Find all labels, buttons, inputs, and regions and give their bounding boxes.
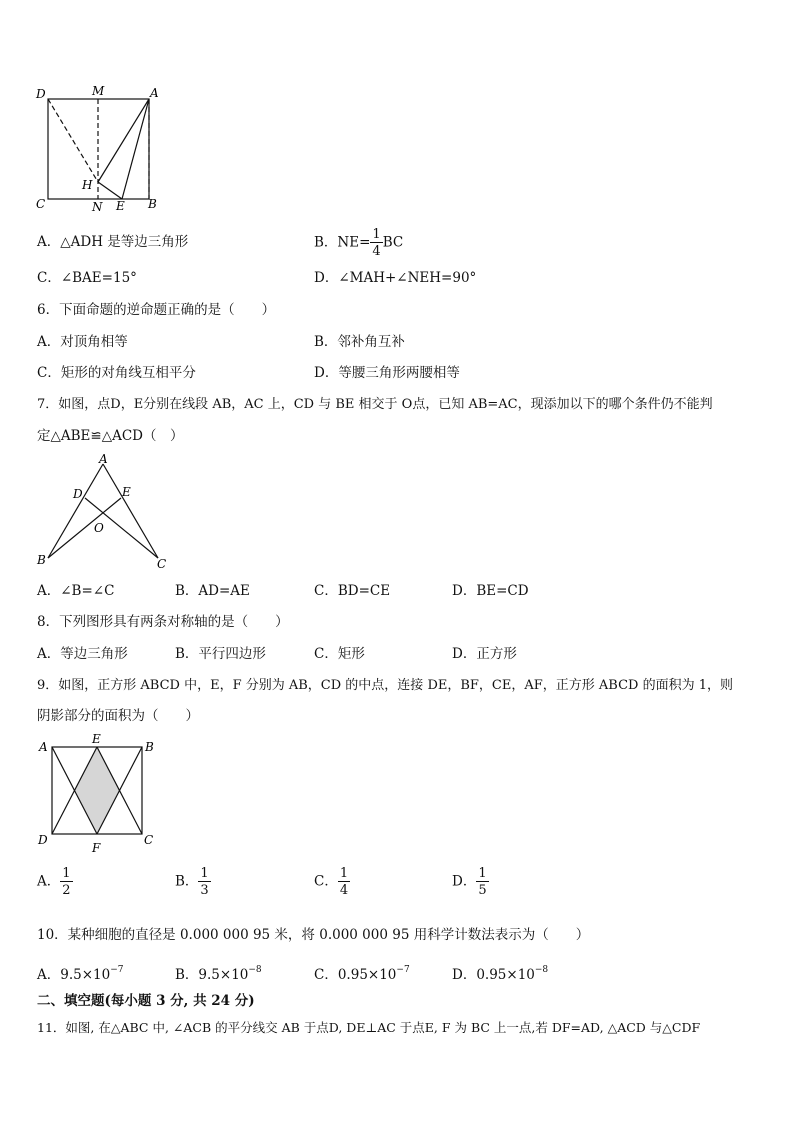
fig5-label-d: D xyxy=(36,87,46,101)
option-label: C． xyxy=(314,967,338,983)
sci-exponent: −8 xyxy=(534,965,549,975)
q9-option-c-fraction xyxy=(338,867,350,897)
fig5-label-a: A xyxy=(150,86,159,100)
fig9-label-e: E xyxy=(92,732,101,746)
q11-stem: 11．如图, 在△ABC 中, ∠ACB 的平分线交 AB 于点D, DE⊥AC 于点E, F 为 BC 上一点,若 DF=AD, △ACD 与△CDF xyxy=(37,1020,701,1035)
sci-base: 9.5×10 xyxy=(60,967,111,983)
q6-option-a: A．对顶角相等 xyxy=(37,334,128,350)
q10-option-d xyxy=(452,961,548,984)
fig5-label-n: N xyxy=(92,200,103,214)
sci-exponent: −7 xyxy=(110,965,124,975)
q8-option-d: D．正方形 xyxy=(452,646,517,662)
fig9-label-a: A xyxy=(39,740,48,754)
q6-option-d: D．等腰三角形两腰相等 xyxy=(314,365,460,381)
fig5-label-m: M xyxy=(92,84,105,98)
q9-stem-line1: 9．如图，正方形 ABCD 中，E，F 分别为 AB，CD 的中点，连接 DE，BF，CE，AF，正方形 ABCD 的面积为 1，则 xyxy=(37,678,733,693)
fraction-denominator: 4 xyxy=(339,883,349,898)
q6-stem: 6．下面命题的逆命题正确的是（ ） xyxy=(37,302,276,318)
q10-option-a xyxy=(37,961,124,984)
q7-option-b: B．AD=AE xyxy=(175,583,250,599)
q9-option-a xyxy=(37,867,73,897)
fig7-label-d: D xyxy=(73,487,83,501)
fraction-denominator: 5 xyxy=(478,883,487,898)
fig9-label-d: D xyxy=(38,833,48,847)
q5-option-b xyxy=(314,228,403,258)
q10-option-b xyxy=(175,961,262,984)
q8-option-b: B．平行四边形 xyxy=(175,646,266,662)
q9-option-c xyxy=(314,867,350,897)
q5-figure xyxy=(30,82,170,217)
fraction-numerator: 1 xyxy=(372,227,381,242)
q7-figure xyxy=(30,450,175,575)
q7-stem-line2: 定△ABE≌△ACD（ ） xyxy=(37,428,184,444)
sci-exponent: −8 xyxy=(248,965,262,975)
q5-option-d: D．∠MAH+∠NEH=90° xyxy=(314,270,477,286)
q5-option-b-fraction xyxy=(370,228,382,258)
q7-stem-line1: 7．如图，点D，E分别在线段 AB，AC 上，CD 与 BE 相交于 O点，已知 AB=AC，现添加以下的哪个条件仍不能判 xyxy=(37,397,713,412)
q7-option-a: A．∠B=∠C xyxy=(37,583,115,599)
q9-option-b-fraction xyxy=(198,867,210,897)
fig7-label-e: E xyxy=(122,485,131,499)
fraction-numerator: 1 xyxy=(478,866,487,881)
sci-base: 9.5×10 xyxy=(198,967,249,983)
option-label: C． xyxy=(314,873,338,890)
sci-base: 0.95×10 xyxy=(337,967,397,983)
q7-option-d: D．BE=CD xyxy=(452,583,529,599)
q8-option-c: C．矩形 xyxy=(314,646,365,662)
fig9-label-c: C xyxy=(144,833,154,847)
fig5-label-e: E xyxy=(116,199,125,213)
fraction-numerator: 1 xyxy=(62,866,71,881)
q9-option-d-fraction xyxy=(476,867,488,897)
fig9-label-b: B xyxy=(145,740,154,754)
fig5-label-b: B xyxy=(148,197,157,211)
fraction-numerator: 1 xyxy=(339,866,349,881)
q10-option-c xyxy=(314,961,410,984)
q9-option-b xyxy=(175,867,211,897)
q9-figure xyxy=(30,730,165,860)
fig9-label-f: F xyxy=(92,841,101,855)
q5-option-a: A．△ADH 是等边三角形 xyxy=(37,234,189,250)
option-label: A． xyxy=(37,873,61,890)
q9-option-d xyxy=(452,867,489,897)
q7-option-c: C．BD=CE xyxy=(314,583,391,599)
fraction-numerator: 1 xyxy=(200,866,209,881)
fraction-denominator: 2 xyxy=(62,883,71,898)
fig7-label-o: O xyxy=(94,521,104,535)
fraction-denominator: 4 xyxy=(372,244,381,259)
q5-option-b-prefix: B．NE= xyxy=(314,234,371,251)
option-label: B． xyxy=(175,873,199,890)
sci-base: 0.95×10 xyxy=(476,967,535,983)
option-label: B． xyxy=(175,967,199,983)
q5-option-b-suffix: BC xyxy=(382,234,404,251)
fig5-label-h: H xyxy=(82,178,93,192)
q8-stem: 8．下列图形具有两条对称轴的是（ ） xyxy=(37,614,289,630)
option-label: D． xyxy=(452,967,477,983)
option-label: D． xyxy=(452,873,477,890)
section-heading: 二、填空题(每小题 3 分, 共 24 分) xyxy=(37,993,255,1009)
fig7-label-a: A xyxy=(99,452,108,466)
sci-exponent: −7 xyxy=(396,965,410,975)
q8-option-a: A．等边三角形 xyxy=(37,646,128,662)
q6-option-c: C．矩形的对角线互相平分 xyxy=(37,365,196,381)
q10-stem: 10．某种细胞的直径是 0.000 000 95 米，将 0.000 000 95 用科学计数法表示为（ ） xyxy=(37,927,590,943)
fig7-label-c: C xyxy=(157,557,167,571)
q9-stem-line2: 阴影部分的面积为（ ） xyxy=(37,708,199,724)
fraction-denominator: 3 xyxy=(200,883,209,898)
q9-option-a-fraction xyxy=(60,867,72,897)
q5-option-c: C．∠BAE=15° xyxy=(37,270,137,286)
option-label: A． xyxy=(37,967,61,983)
fig7-label-b: B xyxy=(37,553,46,567)
q6-option-b: B．邻补角互补 xyxy=(314,334,405,350)
fig5-label-c: C xyxy=(36,197,46,211)
